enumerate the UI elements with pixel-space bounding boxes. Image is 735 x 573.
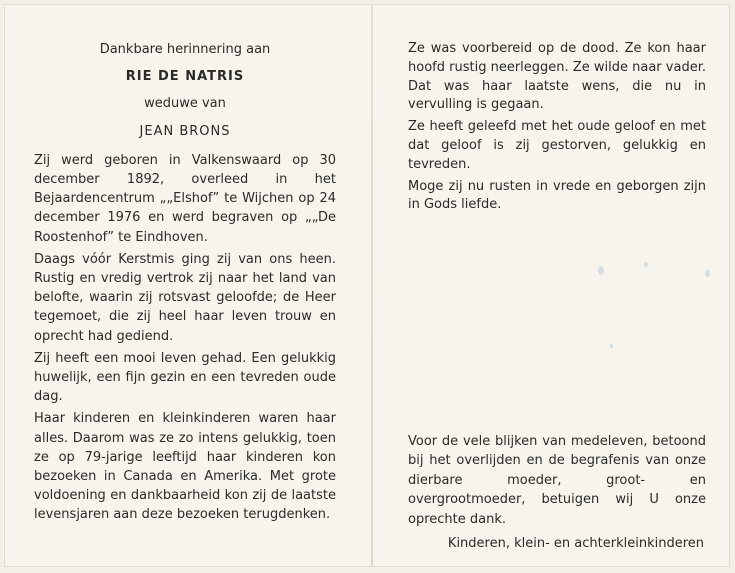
- thanks-text: Voor de vele blijken van medeleven, betoond bij het overlijden en de begrafenis van onze dierbare moeder, groot- en overgrootmoeder, betuigen wij U onze oprechte dank.: [408, 434, 706, 527]
- memorial-card: [4, 4, 730, 567]
- right-page: [408, 40, 706, 218]
- deceased-name: RIE DE NATRIS: [125, 69, 245, 85]
- left-page: [34, 40, 336, 528]
- paragraph-good-life: Zij heeft een mooi leven gehad. Een gelukkig huwelijk, een fijn gezin en een tevreden oude dag.: [34, 350, 336, 405]
- paragraph-birth-death: Zij werd geboren in Valkenswaard op 30 december 1892, overleed in het Bejaardencentrum „„Elshof” te Wijchen op 24 december 1976 en werd begraven op „„De Roostenhof” te Eindhoven.: [34, 152, 336, 245]
- intro-line: Dankbare herinnering aan: [99, 42, 271, 57]
- husband-name: JEAN BRONS: [139, 123, 231, 139]
- stain-spot: [610, 344, 613, 348]
- paragraph-christmas: Daags vóór Kerstmis ging zij van ons heen. Rustig en vredig vertrok zij naar het land van belofte, waarin zij rotsvast geloofde; de Heer tegemoet, die zij heel haar leven trouw en oprecht had gediend.: [34, 251, 336, 344]
- stain-spot: [705, 270, 710, 277]
- paragraph-children: Haar kinderen en kleinkinderen waren haar alles. Daarom was ze zo intens gelukkig, toen ze op 79-jarige leeftijd haar kinderen kon bezoeken in Canada en Amerika. Met grote voldoening en dankbaarheid kon zij de laatste levensjaren aan deze bezoeken terugdenken.: [34, 411, 336, 523]
- paragraph-faith: Ze heeft geleefd met het oude geloof en met dat geloof is zij gestorven, gelukkig en tevreden.: [408, 119, 706, 172]
- signature-line: Kinderen, klein- en achterkleinkinderen: [447, 536, 704, 552]
- stain-spot: [598, 266, 604, 275]
- stain-spot: [644, 262, 648, 267]
- widow-of-line: weduwe van: [144, 96, 226, 112]
- paragraph-prepared: Ze was voorbereid op de dood. Ze kon haar hoofd rustig neerleggen. Ze wilde naar vader. Dat was haar laatste wens, die nu in vervulling is gegaan.: [408, 41, 706, 113]
- thanks-block: [408, 432, 706, 553]
- paragraph-prayer: Moge zij nu rusten in vrede en geborgen zijn in Gods liefde.: [408, 178, 706, 213]
- card-fold: [371, 4, 373, 567]
